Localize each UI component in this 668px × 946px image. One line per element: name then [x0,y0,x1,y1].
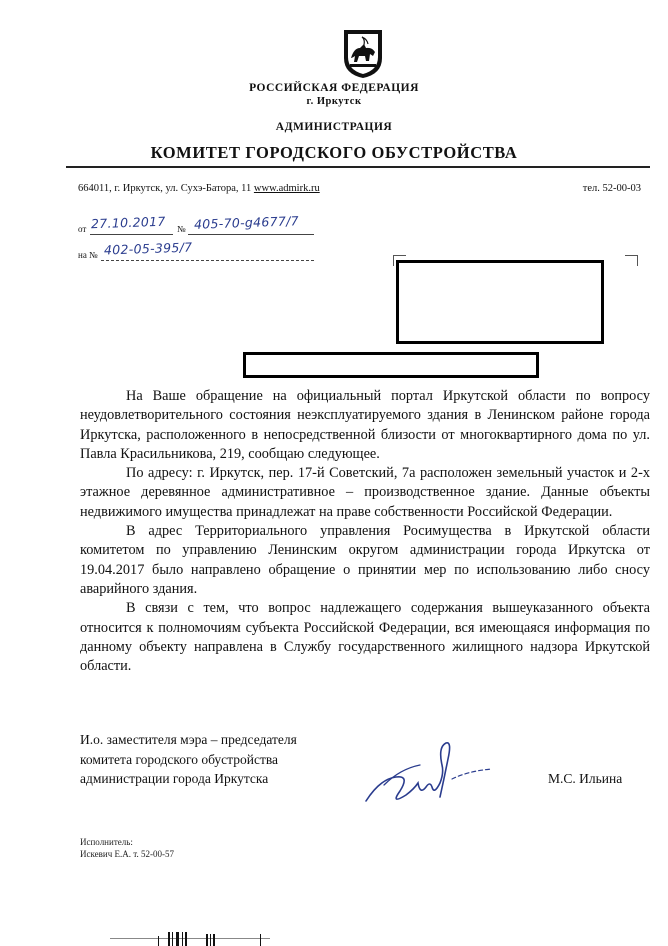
number-line [188,234,314,235]
date-line [90,234,173,235]
header-divider [66,166,650,168]
barcode-fragment [110,930,270,946]
body-paragraph-1: На Ваше обращение на официальный портал Иркутской области по вопросу неудовлетворительного состояния неэксплуатируемого здания в Ленинском районе города Иркутска, расположенного в непосредственной близости от многоквартирного дома по ул. Павла Красильникова, 219, сообщаю следующее. [80,388,650,462]
signatory-title-line-3: администрации города Иркутска [80,771,269,786]
city-heading: г. Иркутск [306,96,362,107]
body-paragraph-2: По адресу: г. Иркутск, пер. 17-й Советский, 7а расположен земельный участок и 2-х этажное деревянное административное – производственное здание. Данные объекты недвижимого имущества принадлежат на праве собственности Российской Федерации. [80,465,650,520]
executor-block [80,837,174,860]
country-heading: РОССИЙСКАЯ ФЕДЕРАЦИЯ [249,82,419,94]
executor-name-phone: Искевич Е.А. т. 52-00-57 [80,848,174,859]
redacted-addressee [243,352,539,378]
phone-number: тел. 52-00-03 [582,183,641,194]
signatory-name: М.С. Ильина [548,771,623,786]
signatory-title-line-2: комитета городского обустройства [80,751,279,767]
recipient-corner-right [625,255,638,266]
handwritten-signature [360,735,500,815]
coat-of-arms-icon [342,28,384,80]
executor-label: Исполнитель: [80,837,133,847]
website-link[interactable]: www.admirk.ru [253,183,320,194]
postal-address: 664011, г. Иркутск, ул. Сухэ-Батора, 11 [78,183,252,194]
signatory-title [80,730,297,789]
reply-line [101,260,314,261]
number-label: № [177,224,186,234]
redacted-recipient [396,260,604,344]
reply-label: на № [78,250,98,260]
from-label: от [78,224,87,234]
committee-heading: КОМИТЕТ ГОРОДСКОГО ОБУСТРОЙСТВА [150,143,518,162]
signatory-title-line-1: И.о. заместителя мэра – председателя [80,732,297,747]
handwritten-number: 405-70-g4677/7 [193,213,300,232]
handwritten-reply-number: 402-05-395/7 [103,239,193,258]
body-paragraph-3: В адрес Территориального управления Росимущества в Иркутской области комитетом по управлению Ленинским округом администрации города Иркутска от 19.04.2017 было направлено обращение о принятии мер по использованию либо сносу аварийного здания. [80,523,650,597]
letter-body [80,387,650,676]
handwritten-date: 27.10.2017 [90,213,166,232]
body-paragraph-4: В связи с тем, что вопрос надлежащего содержания вышеуказанного объекта относится к полномочиям субъекта Российской Федерации, вся имеющаяся информация по данному объекту направлена в Службу государственного жилищного надзора Иркутской области. [80,600,650,675]
administration-heading: АДМИНИСТРАЦИЯ [275,121,393,133]
address-line [78,183,320,194]
